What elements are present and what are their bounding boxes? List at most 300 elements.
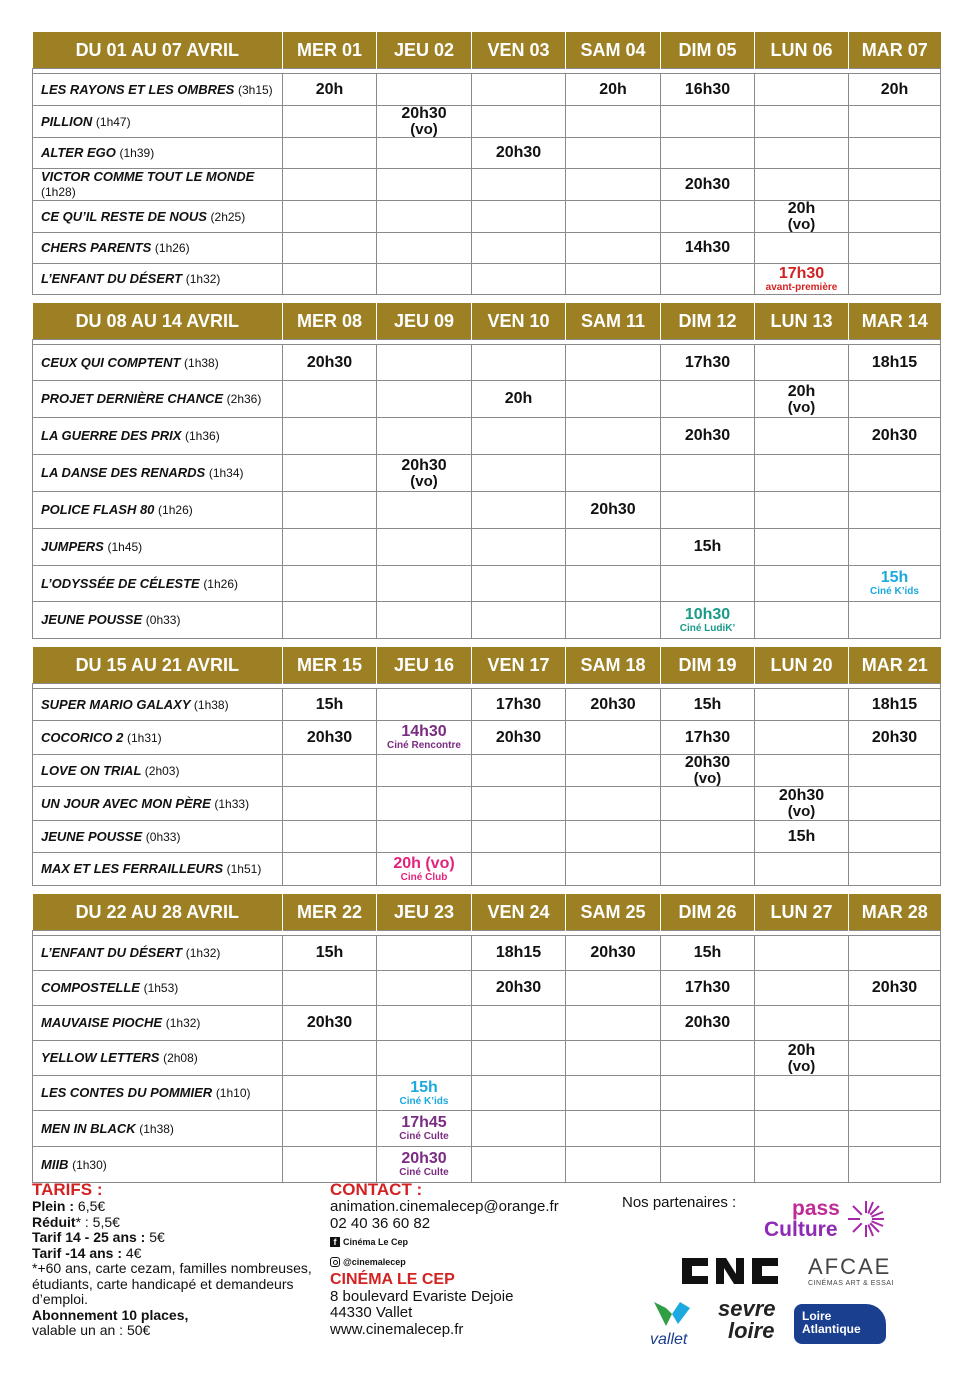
showtime-cell bbox=[377, 853, 472, 886]
showtime-cell bbox=[283, 566, 377, 602]
showtime-cell bbox=[661, 821, 755, 853]
showtime-cell bbox=[472, 936, 566, 971]
showtime-cell bbox=[283, 169, 377, 201]
week-table bbox=[32, 303, 941, 639]
film-title: L’ENFANT DU DÉSERT bbox=[41, 945, 183, 960]
showtime-cell bbox=[283, 936, 377, 971]
showtime-cell bbox=[377, 106, 472, 138]
showtime-cell bbox=[377, 1006, 472, 1041]
week-table bbox=[32, 647, 941, 886]
showtime-cell bbox=[661, 169, 755, 201]
film-title: MIIB bbox=[41, 1156, 69, 1172]
showtime-cell bbox=[849, 1006, 941, 1041]
day-header: LUN 27 bbox=[755, 894, 849, 931]
showtime-cell bbox=[283, 971, 377, 1006]
showtime-cell bbox=[566, 1111, 661, 1147]
showtime-cell bbox=[755, 787, 849, 821]
film-row bbox=[33, 1111, 941, 1147]
showtime-cell bbox=[472, 787, 566, 821]
film-title: MEN IN BLACK bbox=[41, 1120, 136, 1136]
showtime: 10h30 bbox=[684, 605, 731, 623]
showtime-cell bbox=[849, 1111, 941, 1147]
showtime-cell bbox=[849, 971, 941, 1006]
film-title: YELLOW LETTERS bbox=[41, 1050, 160, 1065]
showtime-cell bbox=[566, 1147, 661, 1183]
showtime-cell bbox=[661, 106, 755, 138]
film-title-cell bbox=[33, 201, 283, 233]
film-title-cell bbox=[33, 566, 283, 602]
showtime-cell bbox=[849, 74, 941, 106]
showtime-cell bbox=[377, 492, 472, 529]
showtime-cell bbox=[283, 106, 377, 138]
film-title-cell bbox=[33, 971, 283, 1006]
showtime-cell bbox=[661, 418, 755, 455]
showtime-cell bbox=[377, 1041, 472, 1076]
film-title-cell bbox=[33, 264, 283, 295]
film-title-cell bbox=[33, 418, 283, 455]
film-title-cell bbox=[33, 1076, 283, 1111]
showtime-cell bbox=[849, 787, 941, 821]
showtime-cell bbox=[472, 418, 566, 455]
day-header: DIM 26 bbox=[661, 894, 755, 931]
showtime-cell bbox=[472, 233, 566, 264]
day-header: DIM 12 bbox=[661, 303, 755, 340]
showtime-cell bbox=[566, 689, 661, 721]
showtime-tag: Ciné K’ids bbox=[870, 586, 919, 597]
showtime-cell bbox=[566, 1076, 661, 1111]
film-title: LA GUERRE DES PRIX bbox=[41, 428, 182, 443]
contact-email[interactable]: animation.cinemalecep@orange.fr bbox=[330, 1198, 559, 1215]
showtime-cell bbox=[849, 418, 941, 455]
showtime-cell bbox=[661, 233, 755, 264]
showtime-cell bbox=[566, 201, 661, 233]
showtime-cell bbox=[377, 755, 472, 787]
showtime: 18h15 bbox=[871, 353, 918, 371]
film-duration: (1h38) bbox=[139, 1121, 174, 1136]
showtime-cell bbox=[566, 264, 661, 295]
film-duration: (1h26) bbox=[154, 241, 190, 255]
film-row bbox=[33, 455, 941, 492]
showtime-cell bbox=[661, 201, 755, 233]
showtime: 20h30 bbox=[590, 501, 636, 518]
showtime-cell bbox=[377, 233, 472, 264]
showtime-cell bbox=[283, 1111, 377, 1147]
afcae-logo: AFCAE CINÉMAS ART & ESSAI bbox=[808, 1254, 894, 1287]
film-title: POLICE FLASH 80 bbox=[41, 502, 155, 517]
showtime-cell bbox=[755, 264, 849, 295]
showtime-cell bbox=[755, 455, 849, 492]
showtime-cell bbox=[472, 529, 566, 566]
reduit-value: * : 5,5€ bbox=[75, 1213, 120, 1230]
showtime-cell bbox=[849, 853, 941, 886]
showtime-cell bbox=[283, 689, 377, 721]
film-row bbox=[33, 1041, 941, 1076]
showtime-cell bbox=[661, 1111, 755, 1147]
showtime-cell bbox=[661, 689, 755, 721]
film-duration: (2h36) bbox=[226, 392, 262, 406]
day-header: DIM 19 bbox=[661, 647, 755, 684]
showtime-cell bbox=[283, 345, 377, 381]
showtime-cell bbox=[849, 1076, 941, 1111]
showtime-cell bbox=[661, 345, 755, 381]
film-row bbox=[33, 74, 941, 106]
showtime-cell bbox=[566, 821, 661, 853]
film-duration: (1h45) bbox=[107, 540, 143, 554]
showtime: 20h bbox=[787, 200, 816, 217]
showtime-cell bbox=[377, 566, 472, 602]
showtime-cell bbox=[849, 755, 941, 787]
showtime: 20h bbox=[787, 382, 816, 400]
day-header: MER 15 bbox=[283, 647, 377, 684]
film-duration: (2h08) bbox=[163, 1051, 198, 1065]
film-title-cell bbox=[33, 138, 283, 169]
abonnement-label: Abonnement 10 places, bbox=[32, 1306, 189, 1323]
film-duration: (2h25) bbox=[210, 209, 246, 224]
tarifs-note: *+60 ans, carte cezam, familles nombreuses, étudiants, carte handicapé et demandeurs d’emploi. bbox=[32, 1260, 312, 1307]
film-row bbox=[33, 345, 941, 381]
showtime-cell bbox=[661, 74, 755, 106]
showtime-cell bbox=[283, 455, 377, 492]
showtime-cell bbox=[283, 853, 377, 886]
showtime: 20h bbox=[504, 390, 533, 407]
showtime-cell bbox=[566, 233, 661, 264]
showtime-tag: Ciné Culte bbox=[399, 1167, 449, 1178]
showtime-cell bbox=[755, 936, 849, 971]
showtime-cell bbox=[566, 169, 661, 201]
address-line1: 8 boulevard Evariste Dejoie bbox=[330, 1287, 514, 1305]
instagram-handle[interactable]: @cinemalecep bbox=[343, 1257, 406, 1267]
showtime-cell bbox=[472, 138, 566, 169]
contact-phone[interactable]: 02 40 36 60 82 bbox=[330, 1214, 431, 1232]
film-duration: (0h33) bbox=[145, 613, 181, 627]
showtime-cell bbox=[566, 492, 661, 529]
showtime-cell bbox=[283, 721, 377, 755]
film-title: SUPER MARIO GALAXY bbox=[41, 696, 191, 712]
film-title-cell bbox=[33, 787, 283, 821]
showtime-cell bbox=[661, 602, 755, 639]
showtime-cell bbox=[661, 566, 755, 602]
showtime-cell bbox=[566, 936, 661, 971]
day-header: VEN 17 bbox=[472, 647, 566, 684]
showtime-cell bbox=[849, 821, 941, 853]
showtime-cell bbox=[661, 1041, 755, 1076]
film-duration: (1h47) bbox=[95, 114, 131, 129]
showtime: 20h bbox=[787, 1041, 816, 1059]
film-row bbox=[33, 971, 941, 1006]
tarif-14-25-label: Tarif 14 - 25 ans : bbox=[32, 1229, 146, 1245]
showtime-cell bbox=[661, 455, 755, 492]
film-duration: (1h36) bbox=[185, 429, 220, 443]
showtime-cell bbox=[755, 201, 849, 233]
showtime-cell bbox=[566, 529, 661, 566]
film-title: LES CONTES DU POMMIER bbox=[41, 1085, 213, 1100]
showtime: 15h bbox=[693, 695, 722, 713]
showtime-cell bbox=[472, 1111, 566, 1147]
showtime-cell bbox=[472, 1041, 566, 1076]
showtime-tag: (vo) bbox=[410, 472, 438, 490]
showtime-cell bbox=[377, 418, 472, 455]
showtime: 17h30 bbox=[684, 353, 731, 371]
schedule bbox=[32, 32, 940, 1191]
footer bbox=[32, 1180, 940, 1370]
week-title: DU 22 AU 28 AVRIL bbox=[33, 894, 283, 931]
showtime-cell bbox=[755, 106, 849, 138]
showtime: 20h30 bbox=[684, 175, 731, 193]
cinema-name: CINÉMA LE CEP bbox=[330, 1271, 455, 1288]
film-row bbox=[33, 1147, 941, 1183]
film-row bbox=[33, 381, 941, 418]
day-header: VEN 03 bbox=[472, 32, 566, 69]
showtime-cell bbox=[283, 755, 377, 787]
day-header: SAM 18 bbox=[566, 647, 661, 684]
showtime-cell bbox=[849, 1147, 941, 1183]
showtime-cell bbox=[755, 74, 849, 106]
showtime-cell bbox=[849, 169, 941, 201]
showtime-cell bbox=[472, 721, 566, 755]
showtime-tag: (vo) bbox=[787, 398, 816, 416]
showtime-cell bbox=[283, 821, 377, 853]
showtime: 20h30 bbox=[401, 1150, 447, 1167]
showtime-cell bbox=[472, 74, 566, 106]
showtime-cell bbox=[283, 1147, 377, 1183]
week-title: DU 15 AU 21 AVRIL bbox=[33, 647, 283, 684]
showtime-cell bbox=[755, 233, 849, 264]
film-title-cell bbox=[33, 106, 283, 138]
showtime-cell bbox=[283, 233, 377, 264]
week-header bbox=[33, 894, 941, 931]
film-row bbox=[33, 264, 941, 295]
film-title: JUMPERS bbox=[41, 539, 104, 554]
showtime: 20h30 bbox=[306, 1014, 353, 1031]
showtime-cell bbox=[377, 455, 472, 492]
showtime: 20h30 bbox=[306, 728, 353, 746]
showtime-cell bbox=[283, 1076, 377, 1111]
showtime-tag: (vo) bbox=[787, 803, 816, 820]
showtime-cell bbox=[472, 169, 566, 201]
film-title-cell bbox=[33, 853, 283, 886]
day-header: LUN 20 bbox=[755, 647, 849, 684]
showtime: 20h30 bbox=[590, 695, 636, 713]
showtime-cell bbox=[566, 418, 661, 455]
showtime-cell bbox=[377, 381, 472, 418]
day-header: VEN 24 bbox=[472, 894, 566, 931]
film-duration: (1h39) bbox=[119, 146, 155, 160]
showtime-cell bbox=[472, 1147, 566, 1183]
film-row bbox=[33, 755, 941, 787]
showtime-cell bbox=[283, 418, 377, 455]
showtime-cell bbox=[566, 1006, 661, 1041]
film-row bbox=[33, 602, 941, 639]
showtime-cell bbox=[566, 755, 661, 787]
showtime-cell bbox=[566, 345, 661, 381]
abonnement-value: valable un an : 50€ bbox=[32, 1322, 151, 1338]
cnc-logo bbox=[678, 1254, 782, 1293]
showtime: 20h30 bbox=[401, 105, 447, 122]
instagram-icon bbox=[330, 1257, 340, 1267]
film-row bbox=[33, 1006, 941, 1041]
showtime-cell bbox=[283, 492, 377, 529]
film-row bbox=[33, 106, 941, 138]
film-row bbox=[33, 721, 941, 755]
showtime-cell bbox=[566, 787, 661, 821]
showtime-cell bbox=[377, 201, 472, 233]
showtime-cell bbox=[566, 381, 661, 418]
showtime-cell bbox=[566, 1041, 661, 1076]
showtime-cell bbox=[377, 721, 472, 755]
showtime-cell bbox=[472, 345, 566, 381]
showtime-cell bbox=[472, 264, 566, 295]
film-row bbox=[33, 201, 941, 233]
film-title-cell bbox=[33, 821, 283, 853]
showtime: 20h bbox=[315, 80, 344, 98]
tarifs-block bbox=[32, 1180, 312, 1339]
showtime-cell bbox=[472, 602, 566, 639]
day-header: MER 01 bbox=[283, 32, 377, 69]
showtime: 20h30 bbox=[590, 944, 636, 961]
showtime: 15h bbox=[315, 944, 344, 961]
film-title-cell bbox=[33, 1006, 283, 1041]
plein-value: 6,5€ bbox=[74, 1198, 106, 1214]
film-duration: (1h26) bbox=[158, 503, 193, 517]
film-duration: (1h32) bbox=[185, 946, 221, 960]
showtime-cell bbox=[566, 455, 661, 492]
showtime: 18h15 bbox=[871, 695, 918, 713]
showtime-cell bbox=[661, 1006, 755, 1041]
day-header: LUN 06 bbox=[755, 32, 849, 69]
showtime-cell bbox=[755, 566, 849, 602]
showtime-cell bbox=[472, 492, 566, 529]
film-title: ALTER EGO bbox=[41, 145, 116, 160]
film-title: COMPOSTELLE bbox=[41, 980, 140, 995]
week-title: DU 08 AU 14 AVRIL bbox=[33, 303, 283, 340]
day-header: SAM 11 bbox=[566, 303, 661, 340]
showtime-cell bbox=[283, 138, 377, 169]
film-row bbox=[33, 566, 941, 602]
showtime: 20h (vo) bbox=[393, 854, 455, 872]
week-title: DU 01 AU 07 AVRIL bbox=[33, 32, 283, 69]
partners-block bbox=[622, 1194, 940, 1370]
partners-title: Nos partenaires : bbox=[622, 1194, 737, 1211]
film-title: CE QU’IL RESTE DE NOUS bbox=[41, 208, 207, 224]
showtime: 14h30 bbox=[684, 239, 731, 256]
showtime-cell bbox=[472, 106, 566, 138]
showtime: 20h30 bbox=[401, 456, 447, 474]
showtime: 17h30 bbox=[495, 695, 542, 713]
film-title: L’ENFANT DU DÉSERT bbox=[41, 271, 183, 286]
showtime-cell bbox=[377, 936, 472, 971]
showtime-cell bbox=[377, 74, 472, 106]
showtime-cell bbox=[283, 602, 377, 639]
film-duration: (1h33) bbox=[214, 796, 250, 811]
showtime: 20h30 bbox=[495, 979, 542, 996]
showtime-tag: (vo) bbox=[787, 216, 816, 233]
film-duration: (1h30) bbox=[72, 1157, 107, 1172]
showtime: 20h30 bbox=[684, 427, 731, 444]
showtime-cell bbox=[849, 455, 941, 492]
day-header: MER 22 bbox=[283, 894, 377, 931]
film-title-cell bbox=[33, 233, 283, 264]
film-row bbox=[33, 418, 941, 455]
film-title: PILLION bbox=[41, 113, 93, 129]
showtime-tag: avant-première bbox=[765, 281, 838, 293]
pass-culture-logo: pass Culture bbox=[764, 1198, 886, 1240]
loire-atlantique-logo: Loire Atlantique bbox=[794, 1304, 886, 1344]
showtime-cell bbox=[849, 106, 941, 138]
film-duration: (1h53) bbox=[143, 981, 179, 995]
showtime-cell bbox=[377, 689, 472, 721]
showtime-cell bbox=[661, 787, 755, 821]
showtime: 15h bbox=[693, 538, 722, 555]
showtime-tag: (vo) bbox=[787, 1057, 816, 1075]
showtime-cell bbox=[849, 345, 941, 381]
showtime-cell bbox=[377, 1076, 472, 1111]
showtime-cell bbox=[849, 566, 941, 602]
day-header: MAR 21 bbox=[849, 647, 941, 684]
showtime-cell bbox=[377, 821, 472, 853]
showtime-cell bbox=[377, 787, 472, 821]
showtime-cell bbox=[849, 138, 941, 169]
showtime-cell bbox=[283, 381, 377, 418]
showtime-cell bbox=[661, 529, 755, 566]
showtime-cell bbox=[849, 264, 941, 295]
showtime-cell bbox=[755, 1147, 849, 1183]
showtime: 17h30 bbox=[684, 979, 731, 996]
showtime-cell bbox=[283, 74, 377, 106]
showtime-cell bbox=[755, 1111, 849, 1147]
film-row bbox=[33, 138, 941, 169]
showtime: 15h bbox=[410, 1078, 438, 1096]
film-row bbox=[33, 492, 941, 529]
showtime-cell bbox=[377, 602, 472, 639]
showtime-cell bbox=[377, 138, 472, 169]
showtime-cell bbox=[849, 381, 941, 418]
showtime-cell bbox=[377, 264, 472, 295]
showtime-tag: (vo) bbox=[693, 770, 722, 787]
showtime-cell bbox=[755, 821, 849, 853]
film-title: JEUNE POUSSE bbox=[41, 828, 143, 844]
showtime-cell bbox=[755, 721, 849, 755]
week-header bbox=[33, 647, 941, 684]
showtime-tag: Ciné Rencontre bbox=[387, 740, 461, 751]
showtime-cell bbox=[661, 492, 755, 529]
showtime-cell bbox=[472, 971, 566, 1006]
film-duration: (1h32) bbox=[185, 272, 221, 286]
film-row bbox=[33, 169, 941, 201]
showtime-cell bbox=[755, 138, 849, 169]
showtime-cell bbox=[755, 381, 849, 418]
film-title-cell bbox=[33, 74, 283, 106]
showtime-tag: Ciné K’ids bbox=[399, 1095, 449, 1107]
showtime: 20h bbox=[599, 80, 627, 98]
showtime-cell bbox=[566, 74, 661, 106]
showtime-cell bbox=[377, 169, 472, 201]
showtime-cell bbox=[566, 138, 661, 169]
facebook-handle[interactable]: Cinéma Le Cep bbox=[343, 1237, 409, 1247]
film-duration: (1h51) bbox=[226, 862, 262, 876]
film-row bbox=[33, 529, 941, 566]
week-header bbox=[33, 32, 941, 69]
film-title: PROJET DERNIÈRE CHANCE bbox=[41, 391, 224, 406]
showtime-cell bbox=[566, 853, 661, 886]
film-duration: (1h34) bbox=[208, 466, 244, 480]
showtime-cell bbox=[377, 1147, 472, 1183]
film-row bbox=[33, 689, 941, 721]
website-link[interactable]: www.cinemalecep.fr bbox=[330, 1320, 464, 1338]
showtime-cell bbox=[472, 1006, 566, 1041]
showtime: 20h bbox=[880, 80, 909, 98]
showtime-cell bbox=[755, 418, 849, 455]
showtime: 20h30 bbox=[495, 144, 542, 161]
